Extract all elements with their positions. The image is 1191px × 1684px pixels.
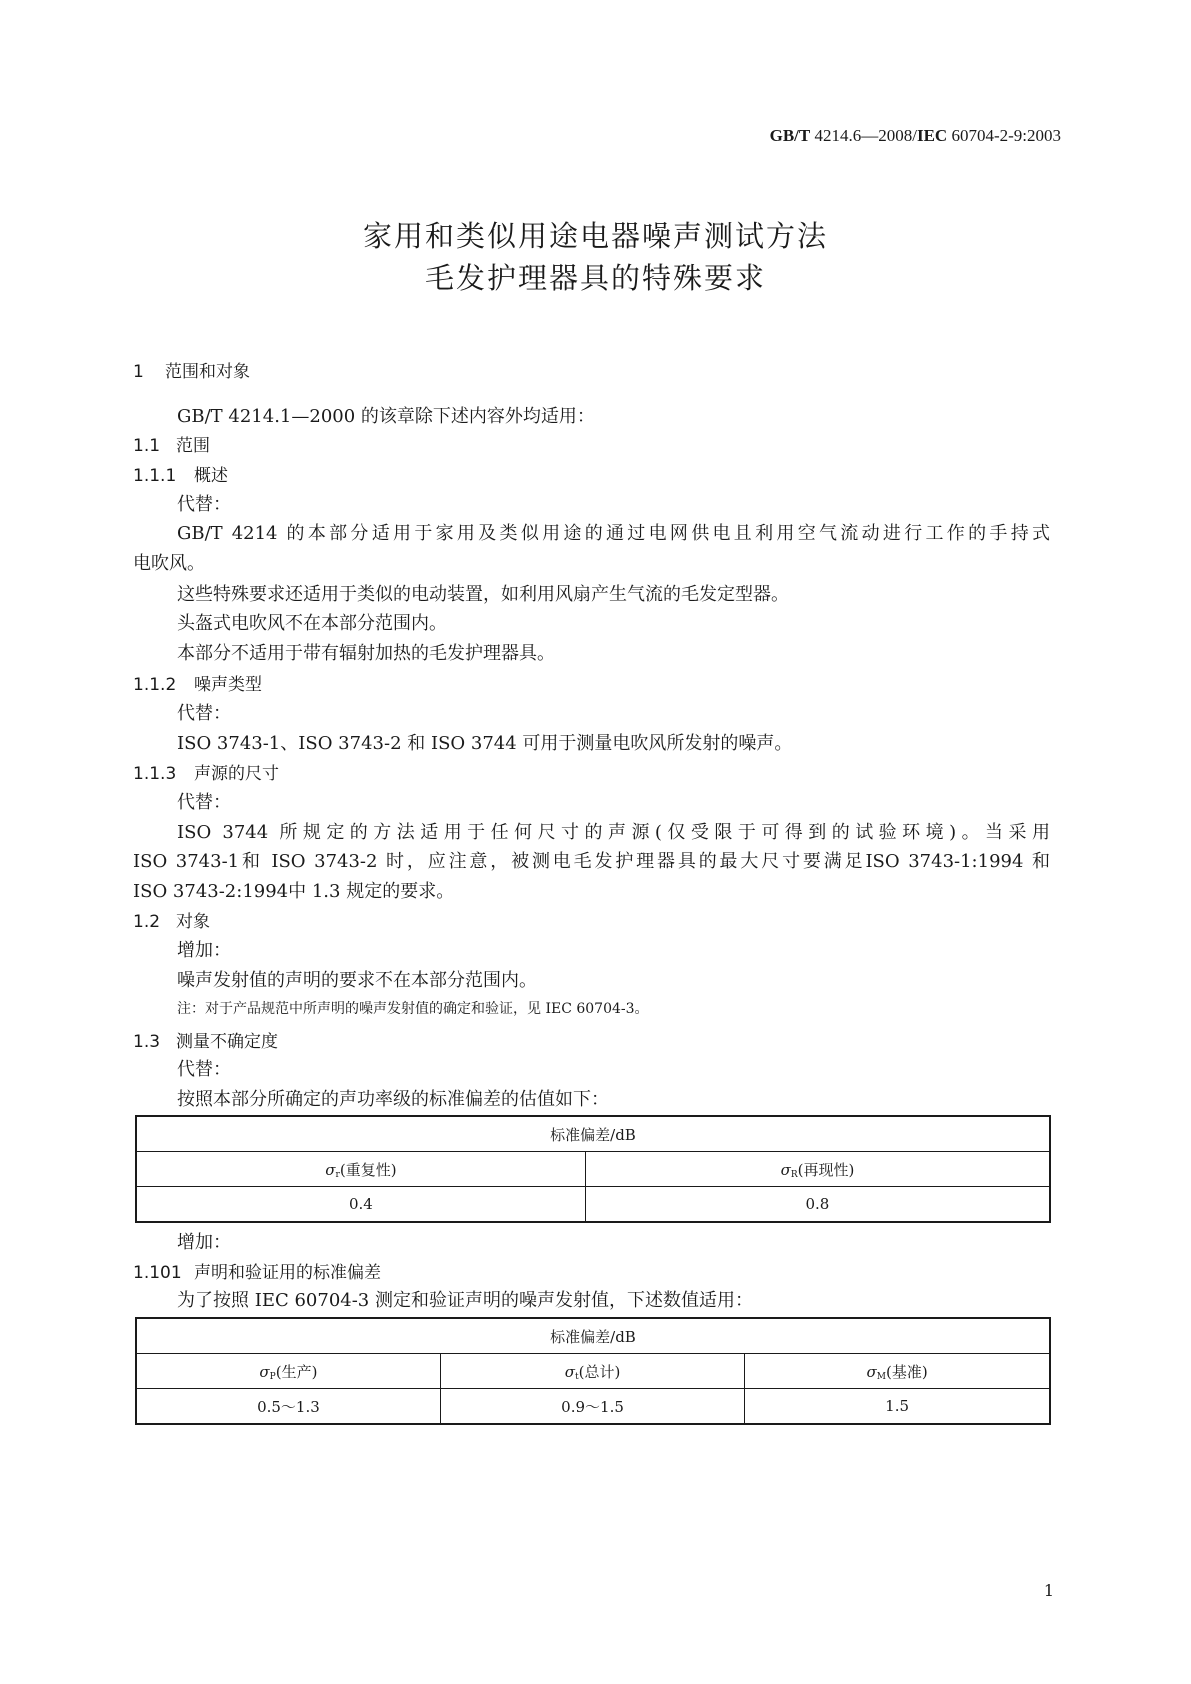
table-header: 标准偏差/dB	[136, 1116, 1050, 1152]
table-cell: 0.9～1.5	[440, 1389, 744, 1425]
note: 注：对于产品规范中所声明的噪声发射值的确定和验证，见 IEC 60704-3。	[177, 1001, 649, 1017]
paragraph: 这些特殊要求还适用于类似的电动装置，如利用风扇产生气流的毛发定型器。	[177, 584, 789, 605]
column-label: (总计)	[578, 1362, 621, 1381]
section-title: 声源的尺寸	[194, 764, 279, 784]
column-header-production	[136, 1354, 440, 1389]
section-number: 1.1.2	[133, 675, 177, 695]
sigma-subscript: R	[790, 1169, 798, 1180]
section-number: 1	[133, 362, 144, 382]
section-number: 1.1.1	[133, 466, 177, 486]
sigma-symbol: σ	[780, 1160, 791, 1179]
replace-label: 代替：	[177, 792, 231, 813]
paragraph: ISO 3743-1、ISO 3743-2 和 ISO 3744 可用于测量电吹风所发射的噪声。	[177, 733, 793, 754]
column-header-reference	[745, 1354, 1050, 1389]
table-cell: 0.4	[136, 1187, 585, 1223]
column-label: (生产)	[275, 1362, 318, 1381]
sigma-symbol: σ	[325, 1160, 336, 1179]
standard-code	[770, 126, 1061, 146]
paragraph-line: ISO 3744 所规定的方法适用于任何尺寸的声源(仅受限于可得到的试验环境)。当采用	[177, 822, 1050, 843]
sigma-symbol: σ	[564, 1362, 575, 1381]
section-title: 噪声类型	[194, 675, 262, 695]
section-1-1-3-heading	[133, 759, 279, 784]
paragraph: 为了按照 IEC 60704-3 测定和验证声明的噪声发射值，下述数值适用：	[177, 1290, 753, 1311]
sigma-subscript: P	[269, 1371, 276, 1382]
paragraph: GB/T 4214 的本部分适用于家用及类似用途的通过电网供电且利用空气流动进行工作的手持式	[177, 523, 1050, 544]
table-cell: 0.5～1.3	[136, 1389, 440, 1425]
table-cell: 0.8	[585, 1187, 1050, 1223]
sigma-symbol: σ	[259, 1362, 270, 1381]
paragraph: 按照本部分所确定的声功率级的标准偏差的估值如下：	[177, 1089, 609, 1110]
document-title-line2: 毛发护理器具的特殊要求	[424, 261, 766, 295]
section-number: 1.1	[133, 436, 161, 456]
column-label: (重复性)	[339, 1160, 397, 1179]
section-1-101-heading	[133, 1258, 381, 1283]
sigma-symbol: σ	[866, 1362, 877, 1381]
section-title: 对象	[176, 912, 210, 932]
iec-prefix: IEC	[916, 126, 948, 145]
replace-label: 代替：	[177, 703, 231, 724]
table-cell: 1.5	[745, 1389, 1050, 1425]
document-title-line1: 家用和类似用途电器噪声测试方法	[362, 219, 828, 253]
column-header-reproducibility	[585, 1152, 1050, 1187]
sigma-subscript: r	[335, 1169, 340, 1180]
paragraph: 电吹风。	[133, 553, 205, 574]
table-header: 标准偏差/dB	[136, 1318, 1050, 1354]
section-1-heading	[133, 357, 250, 382]
section-1-1-2-heading	[133, 670, 262, 695]
section-1-intro: GB/T 4214.1—2000 的该章除下述内容外均适用：	[177, 406, 595, 427]
section-1-2-heading	[133, 907, 210, 932]
sigma-subscript: M	[876, 1371, 886, 1382]
gb-prefix: GB/T	[769, 126, 811, 145]
section-title: 范围	[176, 436, 210, 456]
column-label: (基准)	[885, 1362, 928, 1381]
column-label: (再现性)	[797, 1160, 855, 1179]
column-header-repeatability	[136, 1152, 585, 1187]
paragraph: 本部分不适用于带有辐射加热的毛发护理器具。	[177, 643, 555, 664]
page-number: 1	[1043, 1581, 1054, 1600]
section-title: 声明和验证用的标准偏差	[194, 1263, 381, 1283]
section-title: 概述	[194, 466, 228, 486]
sigma-subscript: t	[574, 1371, 579, 1382]
section-number: 1.1.3	[133, 764, 177, 784]
addition-label: 增加：	[177, 1232, 231, 1253]
section-number: 1.2	[133, 912, 161, 932]
gb-number: 4214.6—2008/	[814, 126, 917, 145]
section-title: 范围和对象	[165, 362, 250, 382]
iec-number: 60704-2-9:2003	[951, 126, 1061, 145]
paragraph: 噪声发射值的声明的要求不在本部分范围内。	[177, 970, 537, 991]
replace-label: 代替：	[177, 1059, 231, 1080]
section-number: 1.101	[133, 1263, 182, 1283]
section-title: 测量不确定度	[176, 1032, 278, 1052]
column-header-total	[440, 1354, 744, 1389]
paragraph-line: ISO 3743-1和 ISO 3743-2 时，应注意，被测电毛发护理器具的最大尺寸要满足ISO 3743-1:1994 和	[133, 851, 1050, 872]
section-1-1-1-heading	[133, 461, 228, 486]
paragraph: 头盔式电吹风不在本部分范围内。	[177, 613, 447, 634]
declaration-table	[135, 1317, 1051, 1425]
section-1-3-heading	[133, 1027, 278, 1052]
uncertainty-table	[135, 1115, 1051, 1223]
section-1-1-heading	[133, 431, 210, 456]
section-number: 1.3	[133, 1032, 161, 1052]
addition-label: 增加：	[177, 940, 231, 961]
paragraph-line: ISO 3743-2:1994中 1.3 规定的要求。	[133, 881, 455, 902]
replace-label: 代替：	[177, 494, 231, 515]
